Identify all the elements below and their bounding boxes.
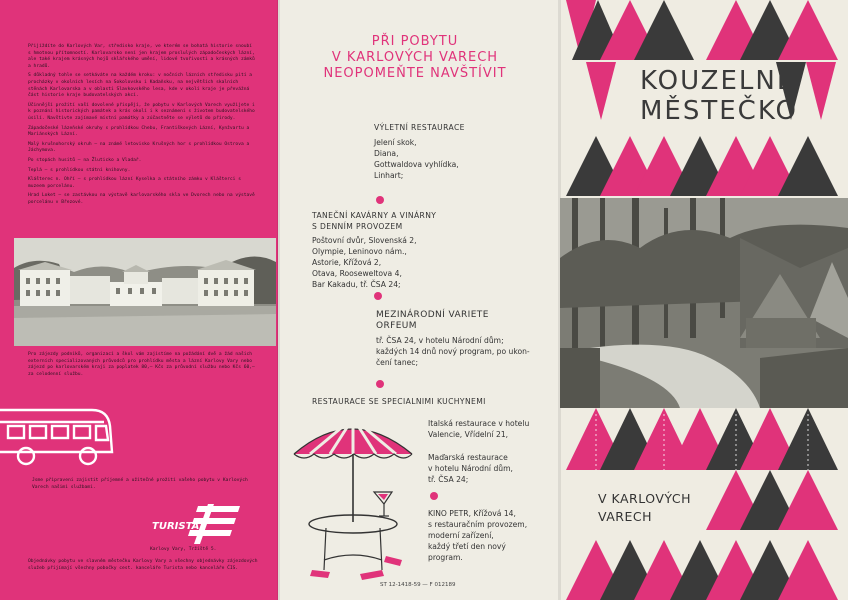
headline-line: V KARLOVÝCH VARECH xyxy=(331,50,499,65)
brochure-title xyxy=(640,66,798,126)
order-text: Objednávky pobytu ve slavném městečku Karlovy Vary a všechny objednávky zájezdových služeb přijímají všechny pobočky cest. kanceláře Turista nebo kanceláře ČIS. xyxy=(28,559,258,571)
title-line: MĚSTEČKO xyxy=(640,96,798,126)
subtitle-line: V KARLOVÝCH xyxy=(598,491,692,506)
forest-path-photo xyxy=(560,198,848,408)
address: Karlovy Vary, Tržiště 5. xyxy=(150,547,217,552)
section-line: Maďarská restaurace xyxy=(428,453,508,462)
section-heading: S DENNÍM PROVOZEM xyxy=(312,222,403,231)
place-item: Západočeské lázeňské okruhy s prohlídkou Chebu, Františkových Lázní, Kynžvartu a Mariánských Lázní. xyxy=(28,125,250,138)
section-line: program. xyxy=(428,553,463,562)
trips-text: Pro zájezdy podniků, organizací a škol vám zajistíme na požádání dvě a žád našich externích specializovaných průvodců pro prohlídku města a lázní Karlovy Vary nebo zájezd po karlovarském kraji za poplatek 80,– Kčs za průvodní službu nebo Kčs 60,– za celodenní službu. xyxy=(28,352,255,377)
place-item: Po stopách husitů – na Žluticko a Vladař. xyxy=(28,157,142,163)
headline-line: NEOPOMEŇTE NAVŠTÍVIT xyxy=(323,66,507,81)
brochure-subtitle xyxy=(598,490,691,526)
logo-text: TURISTA xyxy=(152,521,200,532)
section-line: každých 14 dnů nový program, po ukon- xyxy=(376,347,530,356)
place-item: Hrad Loket – se zastávkou na výstavě karlovarského skla ve Dvorech nebo na výstavě porcelánu v Březové. xyxy=(28,193,255,205)
intro-paragraph: Účinnější prožití vaší dovolené přispějí, že pobytu v Karlových Varech využijete i k poznání historických památek a krás okolí i k seznámení s životem budovatelského úsilí. Navštivte zajímavé místní památky a zúčastněte se výletů do přírody. xyxy=(28,102,255,121)
section-line: s restauračním provozem, xyxy=(428,520,528,529)
section-line: tř. ČSA 24, v hotelu Národní dům; xyxy=(376,336,504,345)
section-line: Linhart; xyxy=(374,171,404,180)
headline-line: PŘI POBYTU xyxy=(371,34,459,49)
section-line: moderní zařízení, xyxy=(428,531,494,540)
section-heading: ORFEUM xyxy=(376,321,417,331)
section-line: Italská restaurace v hotelu xyxy=(428,419,530,428)
section-line: Olympie, Leninovo nám., xyxy=(312,247,407,256)
section-line: v hotelu Národní dům, xyxy=(428,464,513,473)
section-line: KINO PETR, Křížová 14, xyxy=(428,509,516,518)
section-heading: VÝLETNÍ RESTAURACE xyxy=(374,123,465,132)
print-code: ST 12-1418-59 — F 012189 xyxy=(380,582,456,588)
section-line: Jelení skok, xyxy=(374,138,417,147)
section-heading: TANEČNÍ KAVÁRNY A VINÁRNY xyxy=(312,211,437,220)
place-item: Klášterec n. Ohří – s prohlídkou lázní Kyselka a státního zámku v Klášterci s muzeem porcelánu. xyxy=(28,177,241,189)
section-line: každý třetí den nový xyxy=(428,542,506,551)
section-line: Otava, Rooseweltova 4, xyxy=(312,269,402,278)
section-line: Valencie, Vřídelní 21, xyxy=(428,430,509,439)
section-line: čení tanec; xyxy=(376,358,419,367)
section-line: Diana, xyxy=(374,149,399,158)
section-line: tř. ČSA 24; xyxy=(428,475,469,484)
subtitle-line: VARECH xyxy=(598,509,653,524)
place-item: Teplá – s prohlídkou státní knihovny. xyxy=(28,167,131,173)
place-item: Malý krušnohorský okruh – na známé letovisko Krušných hor s prohlídkou Ostrova a Jáchymova. xyxy=(28,141,250,154)
intro-paragraph: Přijíždíte do Karlových Var, středisko kraje, ve kterém se bohatá historie snoubí s hmotnou přítomností. Karlovarsko není jen krajem proslulých západočeských lázní, ale také krajem krásných hojů sklářského umění, lidové tvořivosti a krásných zámků a hradů. xyxy=(28,44,255,69)
section-line: Bar Kakadu, tř. ČSA 24; xyxy=(312,280,401,289)
section-heading: RESTAURACE SE SPECIALNIMI KUCHYNEMI xyxy=(312,397,486,406)
section-line: Astorie, Křížová 2, xyxy=(312,258,382,267)
service-text: Jsme připraveni zajistit příjemné a užitečné prožití vašeho pobytu v Karlových Varech našimi službami. xyxy=(32,478,248,490)
section-heading: MEZINÁRODNÍ VARIETE xyxy=(376,310,489,320)
section-line: Gottwaldova vyhlídka, xyxy=(374,160,459,169)
intro-paragraph: S důkladný tohle se setkáváte na každém kroku: v nočních lázních středisku pití a procházky v okolních lesích na Sokolovsku i Kadaňsku, na největších skalních stěnách Karlovarska a v oblasti Slavkovského lesa, kde v okolí kraje je převážná část historie kraje budovatelských akcí. xyxy=(28,73,253,99)
section-line: Poštovní dvůr, Slovenská 2, xyxy=(312,236,417,245)
title-line: KOUZELNÉ xyxy=(640,66,796,96)
